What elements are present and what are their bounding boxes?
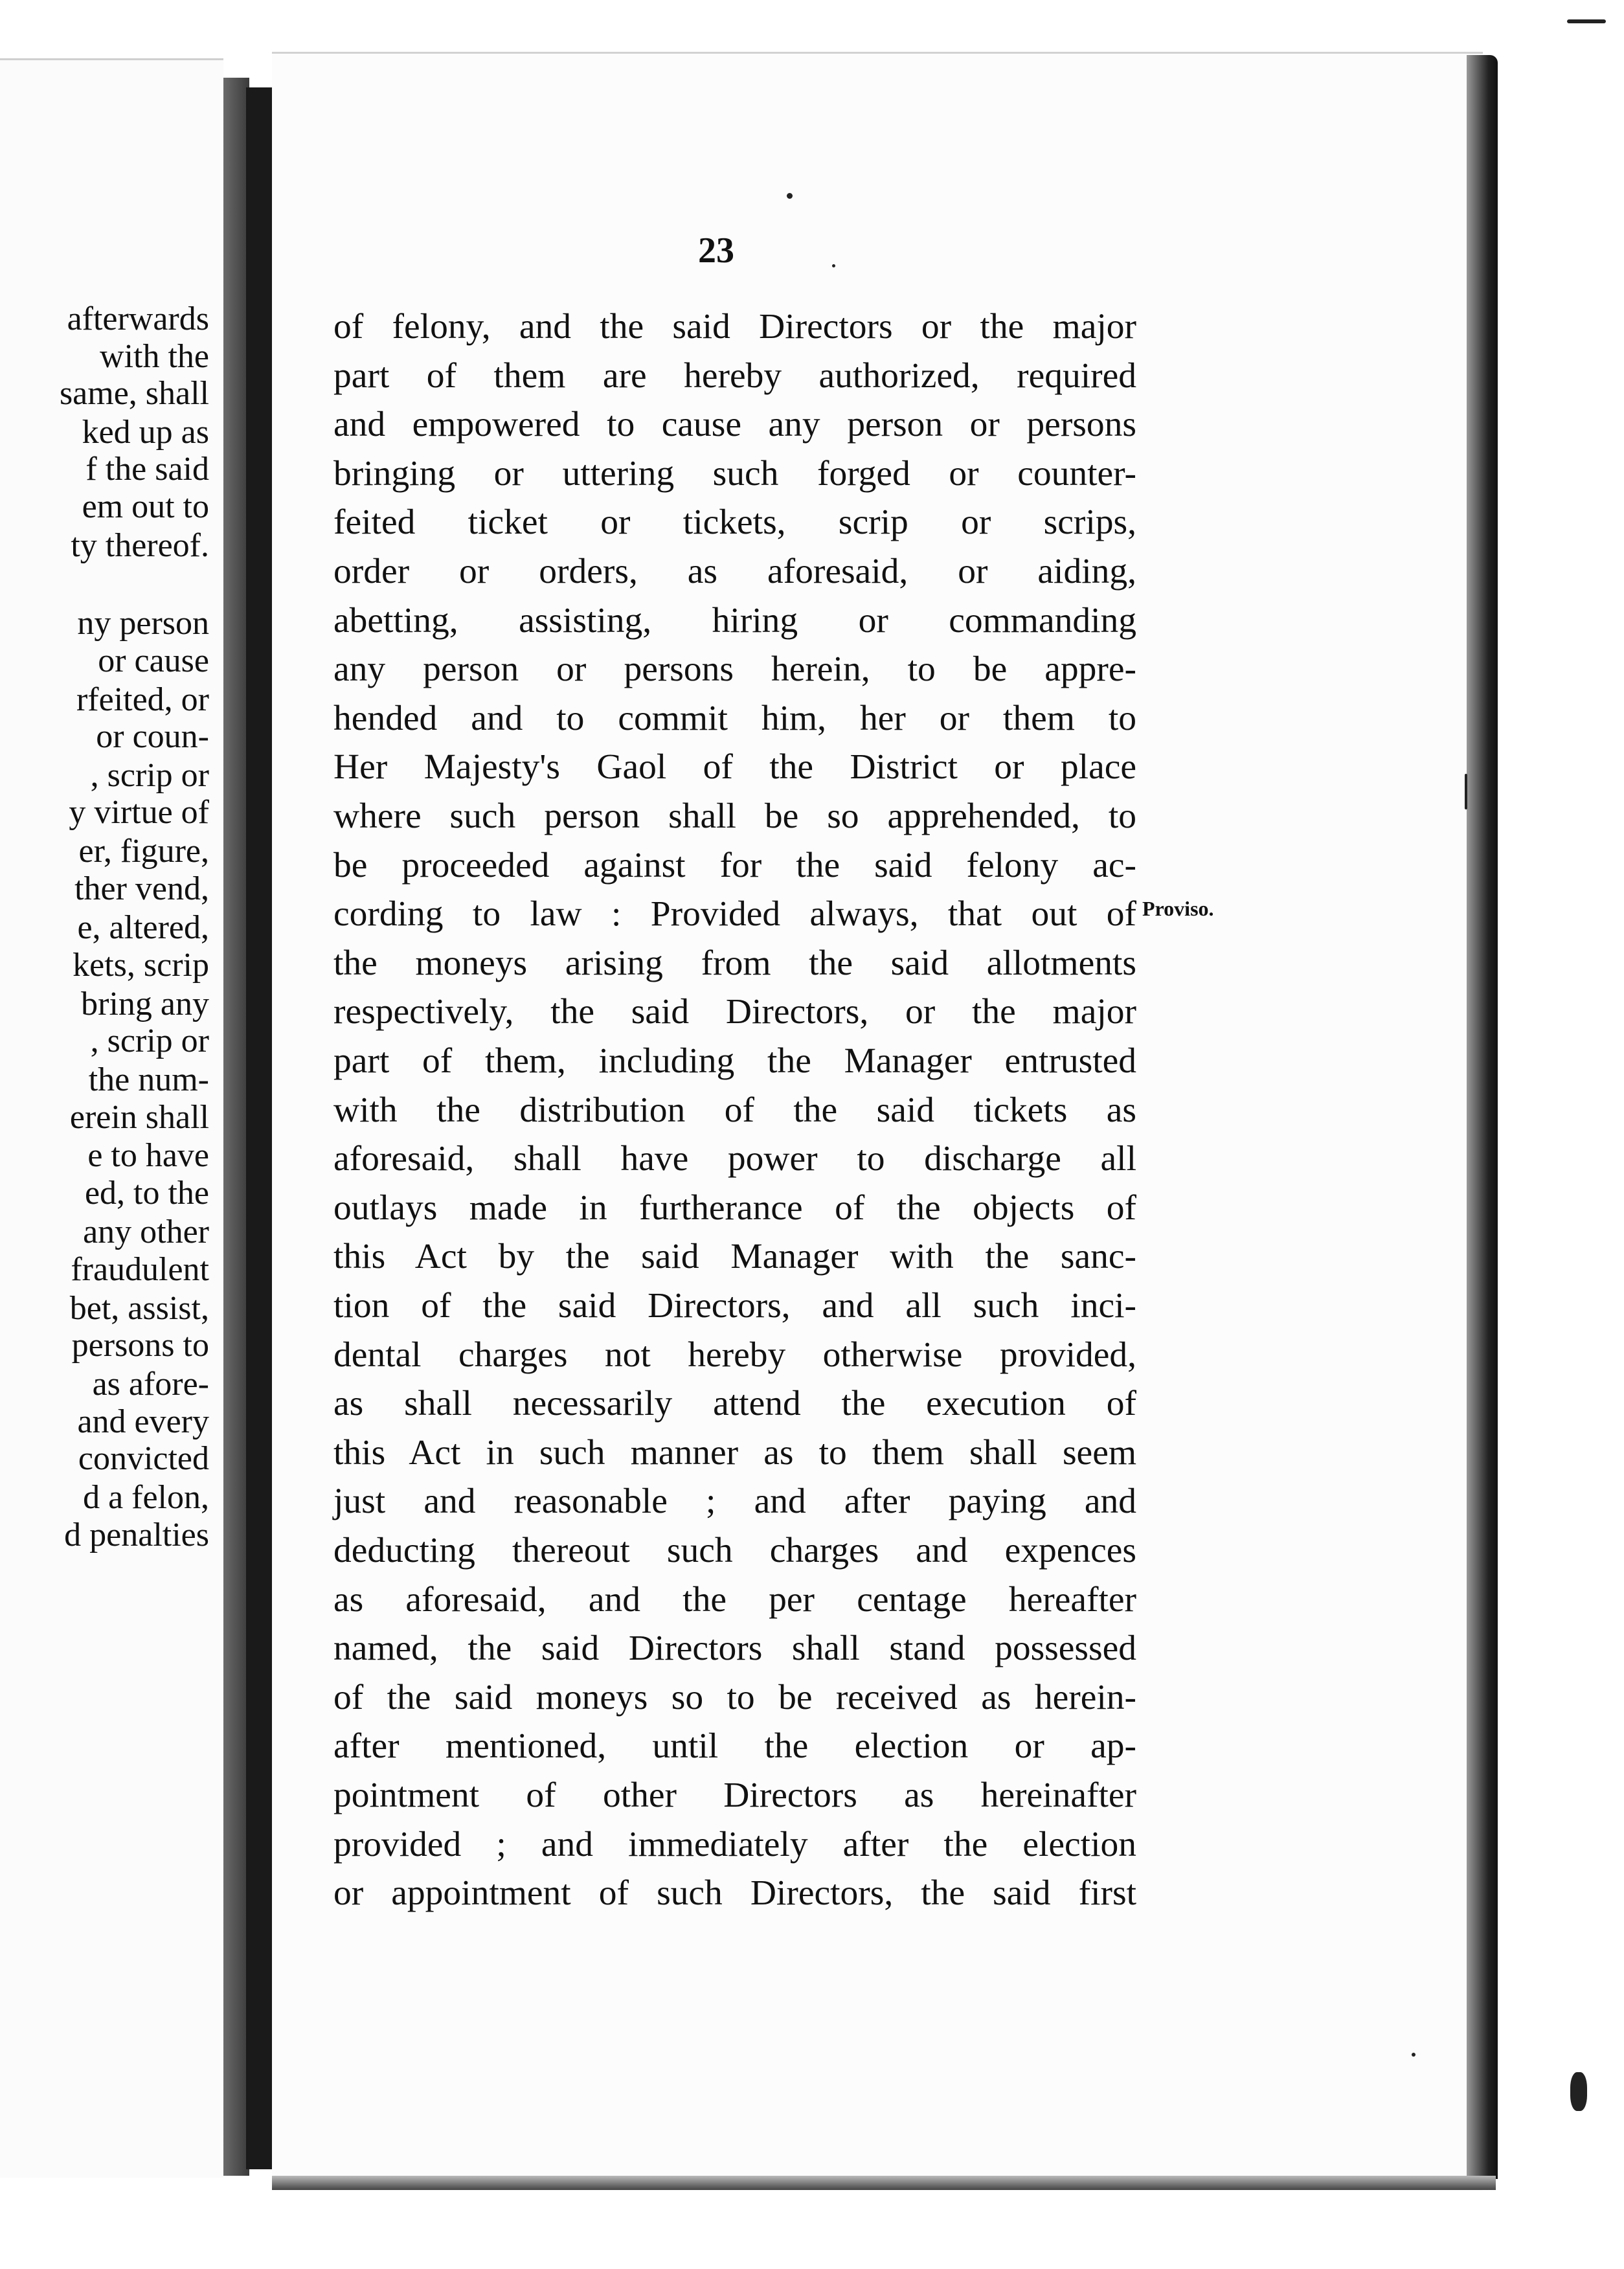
main-text-line: this Act in such manner as to them shall seem (333, 1432, 1136, 1473)
left-page-line: , scrip or (90, 757, 209, 794)
left-page-line: with the (100, 338, 209, 375)
left-page-line: f the said (85, 451, 209, 488)
left-page-line: same, shall (59, 375, 209, 412)
main-text-line: as shall necessarily attend the execution of (333, 1384, 1136, 1424)
main-text-line: tion of the said Directors, and all such inci- (333, 1286, 1136, 1326)
left-page-line: ed, to the (84, 1175, 209, 1212)
book-gutter (246, 87, 272, 2169)
ink-speck (787, 193, 793, 199)
main-text-line: abetting, assisting, hiring or commanding (333, 600, 1136, 640)
left-page-line: em out to (82, 488, 209, 525)
left-page-line: or coun- (96, 718, 209, 755)
page-edge-right (1467, 55, 1498, 2179)
left-page-line: d a felon, (83, 1479, 209, 1516)
main-text-line: cording to law : Provided always, that out of (333, 894, 1136, 934)
main-text-line: be proceeded against for the said felony ac- (333, 845, 1136, 885)
left-page-line: e to have (87, 1137, 209, 1174)
main-text-line: feited ticket or tickets, scrip or scrips, (333, 502, 1136, 543)
main-text-line: provided ; and immediately after the election (333, 1824, 1136, 1864)
main-text-line: of felony, and the said Directors or the major (333, 307, 1136, 346)
left-page-line: er, figure, (78, 833, 209, 870)
main-text-line: outlays made in furtherance of the objects of (333, 1188, 1136, 1228)
main-text-line: part of them, including the Manager entrusted (333, 1041, 1136, 1081)
page-number: 23 (698, 231, 734, 271)
left-page-line: bet, assist, (69, 1290, 209, 1327)
left-page-line: afterwards (67, 300, 209, 337)
left-page-line: ther vend, (74, 870, 209, 907)
main-text-line: as aforesaid, and the per centage hereafter (333, 1579, 1136, 1620)
main-text-line: Her Majesty's Gaol of the District or place (333, 747, 1136, 787)
left-page-line: the num- (88, 1061, 209, 1098)
ink-speck (1570, 2072, 1587, 2111)
main-text-line: where such person shall be so apprehended, to (333, 796, 1136, 836)
main-text-line: and empowered to cause any person or persons (333, 405, 1136, 445)
main-text-line: dental charges not hereby otherwise provided, (333, 1335, 1136, 1375)
left-page-line: and every (77, 1403, 209, 1440)
left-page-line: as afore- (92, 1366, 209, 1403)
main-text-line: bringing or uttering such forged or counter- (333, 453, 1136, 493)
left-page-line: ked up as (82, 414, 209, 451)
left-page-line: erein shall (69, 1099, 209, 1136)
ink-speck (1465, 774, 1467, 809)
main-text-line: pointment of other Directors as hereinafter (333, 1776, 1136, 1815)
main-text-line: or appointment of such Directors, the said first (333, 1873, 1136, 1913)
left-page-line: convicted (78, 1440, 209, 1477)
left-page-line: bring any (81, 986, 209, 1022)
left-facing-page (0, 58, 223, 2178)
main-text-line: deducting thereout such charges and expences (333, 1531, 1136, 1570)
ink-speck (832, 264, 835, 267)
left-page-line: d penalties (64, 1517, 209, 1553)
left-page-line: ty thereof. (71, 527, 209, 564)
main-text-line: named, the said Directors shall stand possessed (333, 1629, 1136, 1669)
left-page-line: any other (83, 1214, 209, 1250)
main-text-line: just and reasonable ; and after paying and (333, 1482, 1136, 1522)
main-text-line: of the said moneys so to be received as herein- (333, 1677, 1136, 1717)
left-page-line: fraudulent (71, 1251, 209, 1288)
binding-shadow (223, 78, 249, 2176)
page-edge-bottom (272, 2176, 1496, 2190)
margin-note: Proviso. (1142, 897, 1214, 920)
left-page-line: rfeited, or (76, 681, 209, 718)
left-page-line: , scrip or (90, 1022, 209, 1059)
main-text-line: hended and to commit him, her or them to (333, 698, 1136, 738)
main-text-line: order or orders, as aforesaid, or aiding, (333, 552, 1136, 591)
main-text-line: part of them are hereby authorized, required (333, 356, 1136, 396)
left-page-line: e, altered, (77, 909, 209, 946)
ink-speck (1412, 2053, 1415, 2057)
main-text-line: after mentioned, until the election or ap- (333, 1726, 1136, 1767)
ink-speck (1567, 19, 1606, 23)
main-text-line: with the distribution of the said tickets as (333, 1090, 1136, 1130)
left-page-line: y virtue of (69, 794, 209, 831)
main-text-line: this Act by the said Manager with the sanc- (333, 1237, 1136, 1277)
left-page-line: persons to (71, 1327, 209, 1364)
left-page-line: or cause (98, 642, 209, 679)
main-text-line: the moneys arising from the said allotments (333, 943, 1136, 983)
main-text-line: aforesaid, shall have power to discharge all (333, 1139, 1136, 1179)
main-text-line: any person or persons herein, to be appre- (333, 649, 1136, 690)
left-page-line: ny person (77, 605, 209, 642)
left-page-line: kets, scrip (73, 947, 209, 984)
main-text-line: respectively, the said Directors, or the major (333, 992, 1136, 1032)
